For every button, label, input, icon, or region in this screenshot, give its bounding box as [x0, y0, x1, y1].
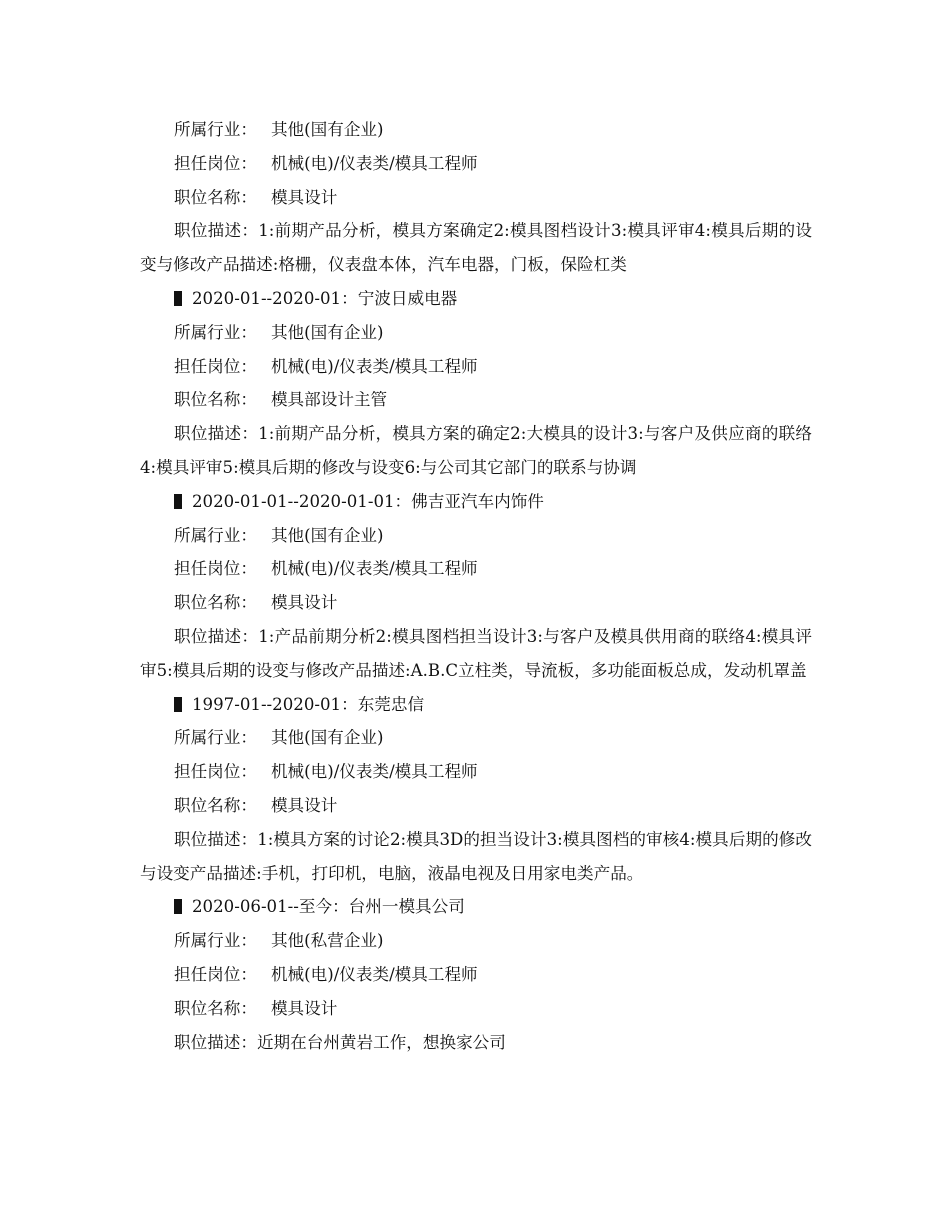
title-value: 模具设计	[270, 998, 338, 1018]
industry-label: 所属行业：	[174, 525, 257, 545]
post-row	[140, 958, 812, 992]
work-experience-section	[140, 113, 812, 1059]
industry-label: 所属行业：	[174, 931, 257, 951]
title-label: 职位名称：	[174, 795, 257, 815]
post-label: 担任岗位：	[174, 356, 257, 376]
post-value: 机械(电)/仪表类/模具工程师	[270, 356, 478, 376]
job-period: 2020-01-01--2020-01-01：佛吉亚汽车内饰件	[192, 491, 544, 511]
job-description: 职位描述：1:前期产品分析，模具方案确定2:模具图档设计3:模具评审4:模具后期的设变与修改产品描述:格栅，仪表盘本体，汽车电器，门板，保险杠类	[140, 221, 812, 275]
industry-row	[140, 721, 812, 755]
job-description: 职位描述：近期在台州黄岩工作，想换家公司	[174, 1032, 506, 1052]
bullet-square-icon	[174, 899, 182, 914]
title-row	[140, 586, 812, 620]
post-label: 担任岗位：	[174, 153, 257, 173]
job-entry	[140, 282, 812, 485]
title-label: 职位名称：	[174, 390, 257, 410]
job-entry	[140, 890, 812, 1059]
industry-value: 其他(国有企业)	[270, 525, 384, 545]
job-header	[140, 688, 812, 722]
bullet-square-icon	[174, 697, 182, 712]
industry-row	[140, 519, 812, 553]
title-row	[140, 992, 812, 1026]
job-description: 职位描述：1:产品前期分析2:模具图档担当设计3:与客户及模具供用商的联络4:模具评审5:模具后期的设变与修改产品描述:A.B.C立柱类，导流板，多功能面板总成，发动机罩盖	[140, 626, 812, 680]
job-period: 1997-01--2020-01：东莞忠信	[192, 694, 425, 714]
job-entry	[140, 113, 812, 282]
job-entry	[140, 485, 812, 688]
post-row	[140, 350, 812, 384]
job-description: 职位描述：1:模具方案的讨论2:模具3D的担当设计3:模具图档的审核4:模具后期的修改与设变产品描述:手机，打印机，电脑，液晶电视及日用家电类产品。	[140, 829, 812, 883]
job-header	[140, 485, 812, 519]
post-value: 机械(电)/仪表类/模具工程师	[270, 559, 478, 579]
job-description: 职位描述：1:前期产品分析，模具方案的确定2:大模具的设计3:与客户及供应商的联络4:模具评审5:模具后期的修改与设变6:与公司其它部门的联系与协调	[140, 424, 812, 477]
post-value: 机械(电)/仪表类/模具工程师	[270, 964, 478, 984]
industry-label: 所属行业：	[174, 322, 257, 342]
industry-row	[140, 924, 812, 958]
title-value: 模具设计	[270, 795, 338, 815]
industry-value: 其他(国有企业)	[270, 322, 384, 342]
title-label: 职位名称：	[174, 998, 257, 1018]
bullet-square-icon	[174, 494, 182, 509]
title-row	[140, 383, 812, 417]
title-label: 职位名称：	[174, 593, 257, 613]
post-value: 机械(电)/仪表类/模具工程师	[270, 762, 478, 782]
title-row	[140, 181, 812, 215]
industry-value: 其他(国有企业)	[270, 728, 384, 748]
post-label: 担任岗位：	[174, 762, 257, 782]
industry-row	[140, 113, 812, 147]
job-period: 2020-06-01--至今：台州一模具公司	[192, 897, 465, 917]
industry-value: 其他(私营企业)	[270, 931, 384, 951]
post-row	[140, 147, 812, 181]
title-value: 模具设计	[270, 593, 338, 613]
industry-row	[140, 316, 812, 350]
post-label: 担任岗位：	[174, 559, 257, 579]
title-label: 职位名称：	[174, 187, 257, 207]
industry-label: 所属行业：	[174, 120, 257, 139]
job-period: 2020-01--2020-01：宁波日威电器	[192, 288, 458, 308]
post-value: 机械(电)/仪表类/模具工程师	[270, 153, 478, 173]
job-header	[140, 282, 812, 316]
job-entry	[140, 688, 812, 891]
post-row	[140, 755, 812, 789]
post-row	[140, 552, 812, 586]
title-row	[140, 789, 812, 823]
industry-value: 其他(国有企业)	[270, 120, 384, 139]
title-value: 模具设计	[270, 187, 338, 207]
post-label: 担任岗位：	[174, 964, 257, 984]
bullet-square-icon	[174, 291, 182, 306]
industry-label: 所属行业：	[174, 728, 257, 748]
title-value: 模具部设计主管	[270, 390, 388, 410]
job-header	[140, 890, 812, 924]
